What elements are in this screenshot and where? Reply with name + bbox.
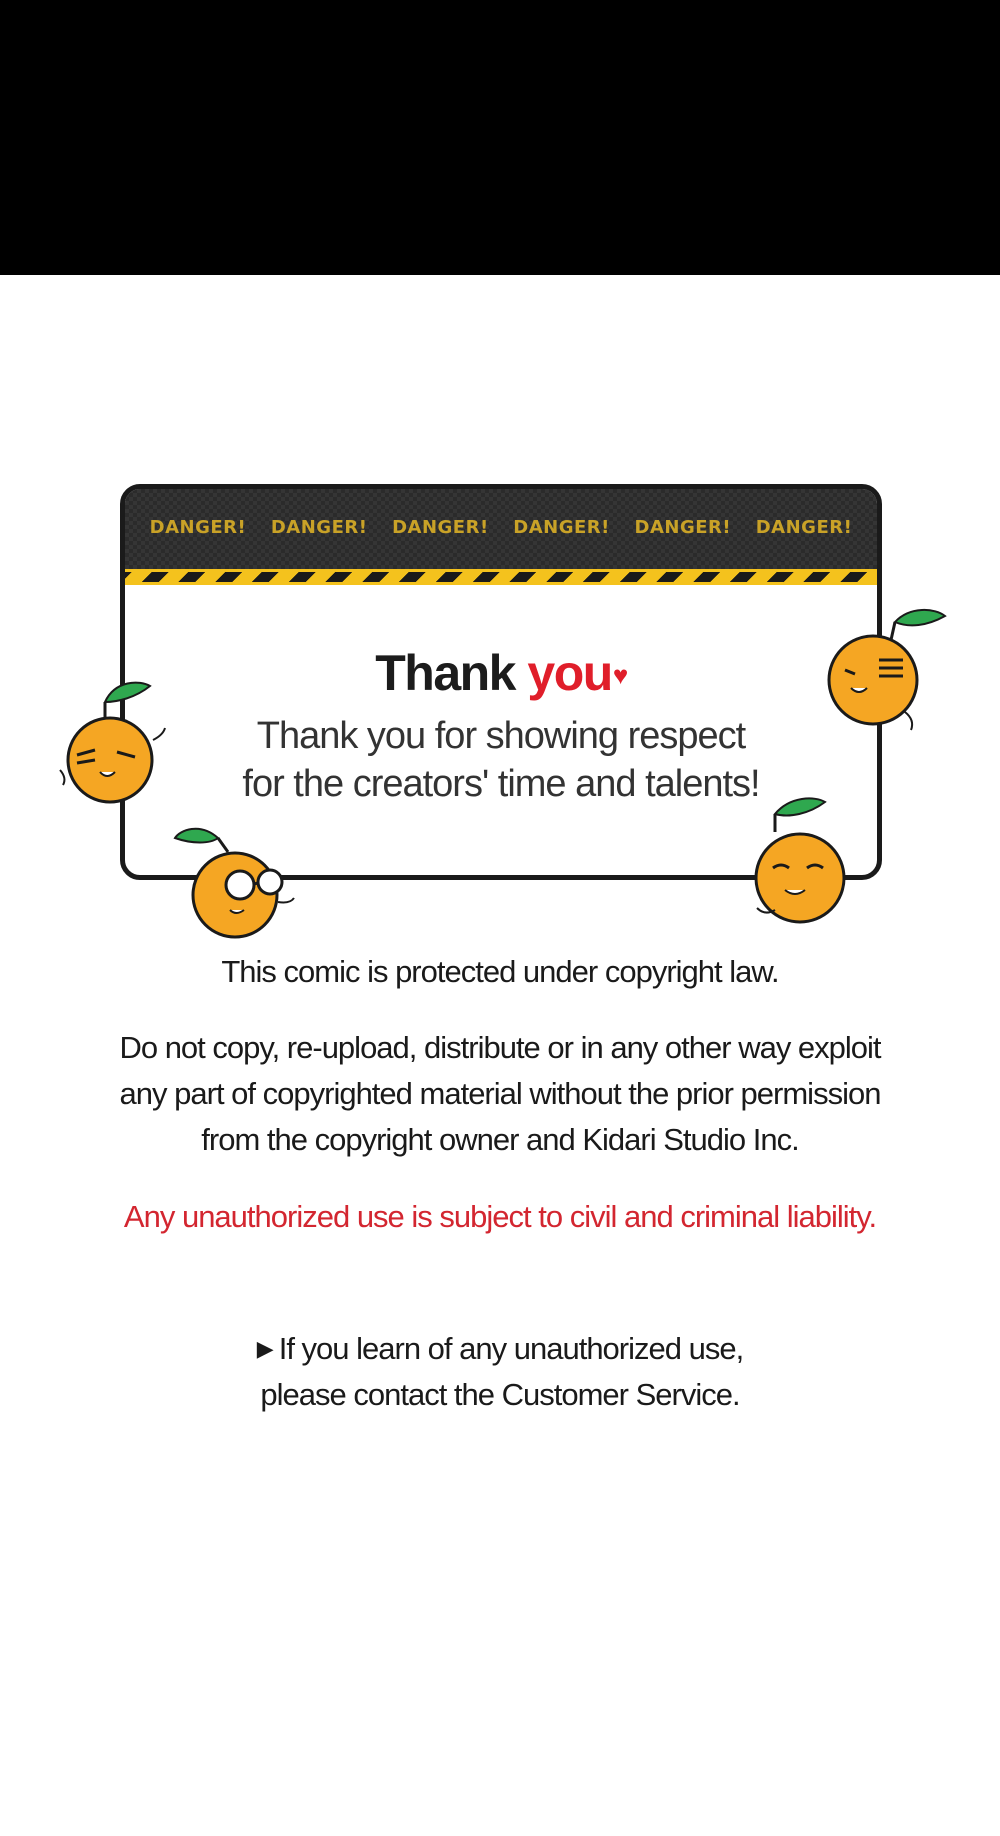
contact-notice <box>0 1326 1000 1418</box>
top-black-bar <box>0 0 1000 275</box>
title-thank: Thank <box>375 645 515 701</box>
danger-label: DANGER! <box>270 517 368 538</box>
paragraph-line: from the copyright owner and Kidari Studio Inc. <box>201 1122 799 1157</box>
orange-mascot-icon <box>55 680 175 815</box>
copyright-statement: This comic is protected under copyright law. <box>221 954 779 989</box>
danger-label: DANGER! <box>392 517 489 538</box>
danger-label: DANGER! <box>149 517 247 538</box>
title-you: you <box>527 645 612 701</box>
danger-label: DANGER! <box>513 517 610 538</box>
hazard-stripe <box>125 569 877 585</box>
message-line: for the creators' time and talents! <box>242 763 760 805</box>
danger-label: DANGER! <box>755 517 853 538</box>
paragraph-line: any part of copyrighted material without the prior permission <box>119 1076 881 1111</box>
thank-you-title <box>125 644 877 702</box>
orange-mascot-icon <box>815 600 950 735</box>
liability-warning: Any unauthorized use is subject to civil and criminal liability. <box>123 1199 877 1234</box>
orange-mascot-icon <box>170 810 300 940</box>
danger-banner <box>125 489 877 569</box>
heart-icon: ♥ <box>612 660 627 690</box>
contact-line: If you learn of any unauthorized use, <box>278 1331 744 1366</box>
contact-line: please contact the Customer Service. <box>260 1377 740 1412</box>
danger-label: DANGER! <box>634 517 732 538</box>
orange-mascot-icon <box>745 790 880 930</box>
play-arrow-icon: ▶ <box>256 1336 273 1361</box>
copyright-paragraph <box>0 1025 1000 1163</box>
message-line: Thank you for showing respect <box>256 715 746 757</box>
paragraph-line: Do not copy, re-upload, distribute or in any other way exploit <box>119 1030 881 1065</box>
